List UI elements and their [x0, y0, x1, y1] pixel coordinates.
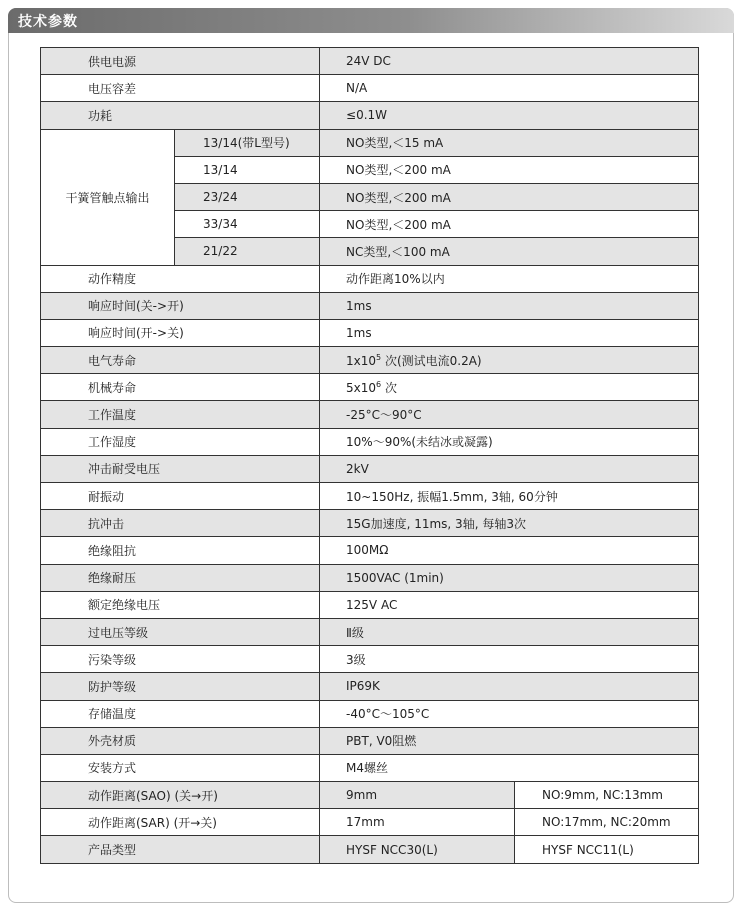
spec-row-housing-material	[41, 727, 699, 754]
spec-row-mechanical-life	[41, 374, 699, 401]
param-value: ≤0.1W	[320, 102, 699, 129]
spec-row-storage-temp	[41, 700, 699, 727]
spec-row-product-type	[41, 836, 699, 863]
spec-row-dielectric-strength	[41, 564, 699, 591]
param-value: NO类型,＜200 mA	[320, 183, 699, 210]
param-value	[320, 347, 699, 374]
spec-row-operating-humidity	[41, 428, 699, 455]
param-name: 产品类型	[41, 836, 320, 863]
param-value: 125V AC	[320, 591, 699, 618]
param-value-extra: NO:17mm, NC:20mm	[515, 809, 699, 836]
param-name: 动作距离(SAO) (关→开)	[41, 782, 320, 809]
spec-row-vibration	[41, 483, 699, 510]
spec-table	[40, 47, 699, 864]
param-name: 机械寿命	[41, 374, 320, 401]
param-name: 安装方式	[41, 754, 320, 781]
spec-row-voltage-tolerance	[41, 75, 699, 102]
param-name: 存储温度	[41, 700, 320, 727]
param-value: NC类型,＜100 mA	[320, 238, 699, 265]
param-name: 动作精度	[41, 265, 320, 292]
param-value	[320, 374, 699, 401]
param-name: 工作湿度	[41, 428, 320, 455]
terminal-label: 23/24	[175, 183, 320, 210]
value-suffix: 次(测试电流0.2A)	[381, 353, 482, 368]
spec-row-shock	[41, 510, 699, 537]
param-name: 动作距离(SAR) (开→关)	[41, 809, 320, 836]
value-exponent: 6	[376, 379, 382, 389]
spec-row-insulation-resistance	[41, 537, 699, 564]
param-value: -40°C～105°C	[320, 700, 699, 727]
param-name: 外壳材质	[41, 727, 320, 754]
param-value: Ⅱ级	[320, 618, 699, 645]
param-name: 电压容差	[41, 75, 320, 102]
param-name: 污染等级	[41, 646, 320, 673]
param-value: NO类型,＜15 mA	[320, 129, 699, 156]
spec-row-operating-temp	[41, 401, 699, 428]
param-name: 响应时间(关->开)	[41, 292, 320, 319]
value-base: 1x10	[346, 353, 377, 368]
value-base: 5x10	[346, 380, 377, 395]
param-value: HYSF NCC30(L)	[320, 836, 515, 863]
param-value: IP69K	[320, 673, 699, 700]
value-suffix: 次	[381, 380, 397, 395]
param-value: 1ms	[320, 292, 699, 319]
param-name: 功耗	[41, 102, 320, 129]
terminal-label: 33/34	[175, 211, 320, 238]
spec-row-sar	[41, 809, 699, 836]
spec-row-impulse-voltage	[41, 455, 699, 482]
param-value: N/A	[320, 75, 699, 102]
param-value: M4螺丝	[320, 754, 699, 781]
spec-row-reed-output	[41, 129, 699, 156]
param-value: 15G加速度, 11ms, 3轴, 每轴3次	[320, 510, 699, 537]
param-value: -25°C～90°C	[320, 401, 699, 428]
param-value-extra: NO:9mm, NC:13mm	[515, 782, 699, 809]
param-value: 17mm	[320, 809, 515, 836]
param-name: 冲击耐受电压	[41, 455, 320, 482]
param-name: 供电电源	[41, 48, 320, 75]
param-value: 100MΩ	[320, 537, 699, 564]
param-name: 防护等级	[41, 673, 320, 700]
terminal-label: 21/22	[175, 238, 320, 265]
spec-row-rated-insulation-voltage	[41, 591, 699, 618]
spec-row-power-supply	[41, 48, 699, 75]
spec-row-power-consumption	[41, 102, 699, 129]
param-name: 耐振动	[41, 483, 320, 510]
param-value: 动作距离10%以内	[320, 265, 699, 292]
terminal-label: 13/14	[175, 156, 320, 183]
param-value: NO类型,＜200 mA	[320, 156, 699, 183]
param-name: 电气寿命	[41, 347, 320, 374]
spec-row-sao	[41, 782, 699, 809]
spec-row-electrical-life	[41, 347, 699, 374]
spec-row-pollution-degree	[41, 646, 699, 673]
param-name: 绝缘耐压	[41, 564, 320, 591]
spec-row-response-close-open	[41, 292, 699, 319]
param-name: 工作温度	[41, 401, 320, 428]
param-value: 2kV	[320, 455, 699, 482]
param-value: PBT, V0阻燃	[320, 727, 699, 754]
param-name: 响应时间(开->关)	[41, 319, 320, 346]
param-value: 24V DC	[320, 48, 699, 75]
param-value: 10~150Hz, 振幅1.5mm, 3轴, 60分钟	[320, 483, 699, 510]
param-name-group: 干簧管触点输出	[41, 129, 175, 265]
param-name: 过电压等级	[41, 618, 320, 645]
param-name: 绝缘阻抗	[41, 537, 320, 564]
spec-row-response-open-close	[41, 319, 699, 346]
param-value: 1500VAC (1min)	[320, 564, 699, 591]
spec-row-accuracy	[41, 265, 699, 292]
param-value-extra: HYSF NCC11(L)	[515, 836, 699, 863]
section-header-bar	[8, 8, 734, 33]
param-value: NO类型,＜200 mA	[320, 211, 699, 238]
value-exponent: 5	[376, 352, 382, 362]
spec-row-overvoltage-category	[41, 618, 699, 645]
spec-row-protection-rating	[41, 673, 699, 700]
param-value: 9mm	[320, 782, 515, 809]
param-name: 抗冲击	[41, 510, 320, 537]
param-value: 3级	[320, 646, 699, 673]
spec-row-mounting	[41, 754, 699, 781]
section-title: 技术参数	[18, 14, 78, 30]
param-value: 1ms	[320, 319, 699, 346]
terminal-label: 13/14(带L型号)	[175, 129, 320, 156]
param-name: 额定绝缘电压	[41, 591, 320, 618]
param-value: 10%～90%(未结冰或凝露)	[320, 428, 699, 455]
